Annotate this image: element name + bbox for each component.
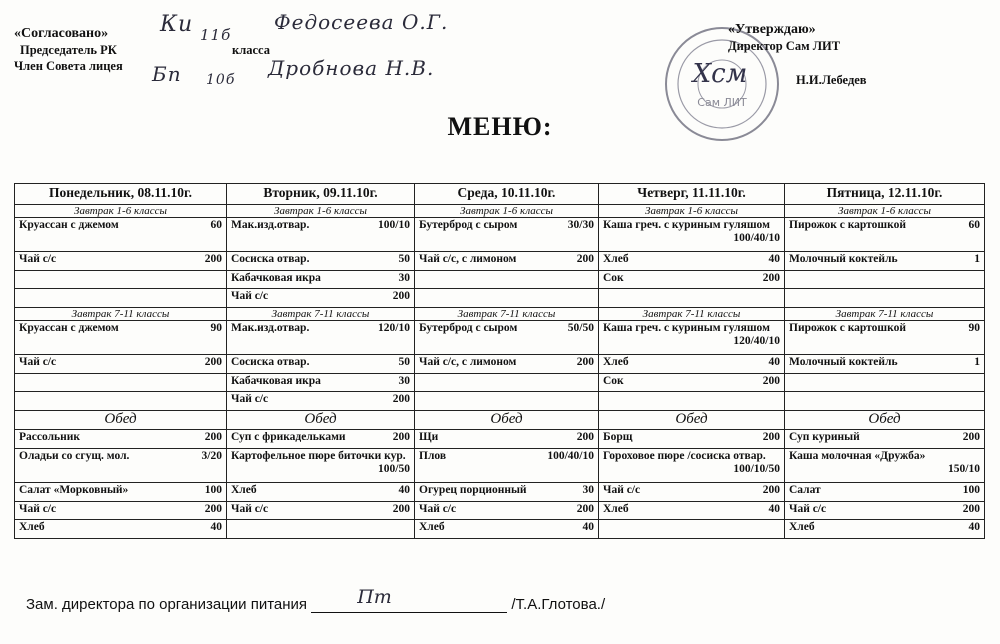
dish-name: Сок (603, 374, 624, 387)
dish-name: Чай с/с (231, 502, 269, 515)
dish-name: Чай с/с (19, 252, 57, 265)
dish-quantity: 200 (576, 356, 594, 368)
dish (789, 219, 980, 232)
dish (789, 484, 980, 497)
dish-name: Мак.изд.отвар. (231, 219, 310, 231)
dish-name: Хлеб (231, 483, 257, 496)
dish-name: Суп куриный (789, 431, 860, 444)
dish-name: Чай с/с (419, 502, 457, 515)
dish (419, 521, 594, 534)
section-header: Завтрак 7-11 классы (415, 308, 599, 321)
menu-cell (227, 321, 415, 355)
menu-row (15, 520, 985, 539)
menu-cell (415, 448, 599, 482)
director-name: Н.И.Лебедев (796, 73, 867, 87)
menu-cell (15, 373, 227, 392)
dish (789, 450, 980, 476)
menu-cell (227, 392, 415, 411)
dish-quantity: 3/20 (201, 449, 222, 462)
menu-row (15, 251, 985, 270)
menu-cell (785, 321, 985, 355)
dish (231, 393, 410, 406)
section-header: Обед (227, 411, 415, 430)
dish-quantity: 100/40/10 (733, 232, 780, 244)
menu-cell (15, 289, 227, 308)
menu-cell (227, 218, 415, 252)
section-header: Обед (785, 411, 985, 430)
menu-cell (15, 430, 227, 449)
dish (231, 431, 410, 444)
approve-label: «Утверждаю» (728, 22, 816, 37)
menu-row (15, 321, 985, 355)
menu-cell (415, 270, 599, 289)
menu-cell (785, 430, 985, 449)
dish (789, 322, 980, 335)
dish (231, 450, 410, 476)
menu-cell (599, 448, 785, 482)
dish-name: Чай с/с (231, 290, 269, 303)
menu-cell (227, 355, 415, 374)
day-header: Понедельник, 08.11.10г. (15, 184, 227, 205)
dish-quantity: 200 (392, 502, 410, 515)
dish-quantity: 200 (392, 290, 410, 303)
dish (603, 450, 780, 476)
section-header: Завтрак 1-6 классы (227, 205, 415, 218)
menu-cell (785, 270, 985, 289)
section-header: Завтрак 7-11 классы (785, 308, 985, 321)
menu-cell (227, 448, 415, 482)
menu-cell (785, 373, 985, 392)
dish-name: Хлеб (419, 521, 445, 534)
dish-name: Чай с/с, с лимоном (419, 252, 517, 265)
section-header-row (15, 411, 985, 430)
dish (789, 253, 980, 266)
footer-position: Зам. директора по организации питания (26, 596, 308, 613)
dish (231, 290, 410, 303)
dish-quantity: 100 (204, 483, 222, 496)
dish (419, 450, 594, 463)
menu-cell (15, 270, 227, 289)
section-header: Завтрак 7-11 классы (15, 308, 227, 321)
dish-quantity: 40 (768, 356, 780, 368)
menu-cell (415, 355, 599, 374)
dish (603, 219, 780, 245)
menu-cell (15, 218, 227, 252)
chairman-class: 11б (200, 26, 232, 44)
menu-cell (415, 520, 599, 539)
menu-cell (415, 482, 599, 501)
dish-quantity: 100/10/50 (733, 462, 780, 475)
section-header-row (15, 205, 985, 218)
menu-cell (785, 482, 985, 501)
dish-quantity: 1 (974, 252, 980, 265)
menu-cell (785, 289, 985, 308)
dish-quantity: 200 (576, 252, 594, 265)
dish-quantity: 50 (398, 356, 410, 368)
dish (231, 253, 410, 266)
dish-name: Хлеб (603, 502, 629, 515)
dish-quantity: 40 (768, 252, 780, 265)
section-header: Завтрак 1-6 классы (415, 205, 599, 218)
dish (19, 450, 222, 463)
dish (19, 521, 222, 534)
dish-quantity: 50/50 (567, 322, 594, 335)
menu-cell (785, 392, 985, 411)
section-header: Завтрак 1-6 классы (15, 205, 227, 218)
menu-cell (785, 520, 985, 539)
menu-cell (785, 218, 985, 252)
dish-quantity: 100 (962, 483, 980, 496)
menu-cell (599, 270, 785, 289)
footer-name: /Т.А.Глотова./ (511, 596, 606, 613)
menu-cell (599, 430, 785, 449)
dish-quantity: 200 (576, 431, 594, 444)
dish-name: Хлеб (789, 521, 815, 534)
dish (603, 484, 780, 497)
menu-row (15, 270, 985, 289)
menu-cell (599, 373, 785, 392)
dish-name: Хлеб (603, 356, 629, 368)
menu-cell (599, 355, 785, 374)
dish-quantity: 50 (398, 252, 410, 265)
dish-quantity: 40 (768, 502, 780, 515)
menu-cell (415, 218, 599, 252)
dish-quantity: 30 (398, 374, 410, 387)
menu-cell (785, 355, 985, 374)
section-header: Обед (599, 411, 785, 430)
signature-line (311, 586, 507, 613)
dish-name: Рассольник (19, 431, 80, 444)
dish-quantity: 40 (582, 521, 594, 534)
dish (19, 219, 222, 232)
member-class: 10б (206, 72, 236, 88)
dish-name: Салат «Морковный» (19, 483, 129, 496)
dish-quantity: 40 (968, 521, 980, 534)
dish-quantity: 60 (968, 219, 980, 231)
dish-quantity: 40 (210, 521, 222, 534)
dish-name: Кабачковая икра (231, 374, 321, 387)
dish-name: Чай с/с, с лимоном (419, 356, 517, 368)
dish-quantity: 40 (398, 483, 410, 496)
dish-quantity: 200 (962, 502, 980, 515)
dish (789, 503, 980, 516)
menu-row (15, 355, 985, 374)
dish-quantity: 100/50 (378, 462, 410, 475)
director-label: Директор Сам ЛИТ (728, 39, 841, 53)
menu-cell (15, 355, 227, 374)
dish (419, 503, 594, 516)
dish-name: Каша греч. с куриным гуляшом (603, 322, 770, 335)
stamp-signature: Хсм (692, 59, 748, 89)
menu-cell (15, 501, 227, 520)
dish-name: Сок (603, 271, 624, 284)
dish-name: Оладьи со сгущ. мол. (19, 449, 130, 462)
dish (419, 356, 594, 369)
menu-cell (599, 218, 785, 252)
dish-name: Молочный коктейль (789, 356, 898, 368)
dish-name: Бутерброд с сыром (419, 219, 518, 231)
dish-quantity: 200 (392, 393, 410, 406)
menu-cell (599, 289, 785, 308)
dish (603, 322, 780, 348)
dish-name: Чай с/с (603, 483, 641, 496)
member-name-handwritten: Дробнова Н.В. (268, 56, 435, 80)
dish-quantity: 200 (962, 431, 980, 444)
dish-name: Хлеб (603, 252, 629, 265)
section-header: Обед (15, 411, 227, 430)
day-header: Пятница, 12.11.10г. (785, 184, 985, 205)
page-title: МЕНЮ: (447, 112, 553, 141)
member-signature: Бп (152, 62, 182, 86)
dish (19, 356, 222, 369)
dish (231, 484, 410, 497)
dish (603, 375, 780, 388)
section-header: Обед (415, 411, 599, 430)
menu-row (15, 392, 985, 411)
footer-signature: Пт (357, 586, 392, 608)
menu-row (15, 482, 985, 501)
dish (603, 272, 780, 285)
dish (419, 431, 594, 444)
menu-cell (415, 373, 599, 392)
dish (19, 484, 222, 497)
menu-cell (415, 251, 599, 270)
dish (231, 219, 410, 232)
stamp-text: Сам ЛИТ (697, 96, 747, 109)
dish-name: Гороховое пюре /сосиска отвар. (603, 449, 766, 462)
dish (603, 356, 780, 369)
dish-quantity: 200 (762, 374, 780, 387)
dish-name: Чай с/с (789, 502, 827, 515)
menu-row (15, 218, 985, 252)
menu-cell (227, 270, 415, 289)
dish-name: Картофельное пюре биточки кур. (231, 449, 406, 462)
section-header-row (15, 308, 985, 321)
dish-name: Каша греч. с куриным гуляшом (603, 219, 770, 231)
dish-name: Пирожок с картошкой (789, 219, 906, 231)
dish-quantity: 30 (582, 483, 594, 496)
footer (26, 586, 606, 613)
dish (19, 253, 222, 266)
dish-quantity: 200 (576, 502, 594, 515)
dish-quantity: 90 (210, 322, 222, 335)
dish-name: Хлеб (19, 521, 45, 534)
menu-cell (415, 501, 599, 520)
dish-name: Бутерброд с сыром (419, 322, 518, 335)
dish-quantity: 200 (762, 431, 780, 444)
day-header: Четверг, 11.11.10г. (599, 184, 785, 205)
dish (419, 219, 594, 232)
dish-name: Круассан с джемом (19, 322, 119, 335)
menu-cell (785, 448, 985, 482)
dish-quantity: 120/40/10 (733, 335, 780, 348)
menu-cell (599, 251, 785, 270)
section-header: Завтрак 7-11 классы (599, 308, 785, 321)
dish-quantity: 150/10 (948, 462, 980, 475)
dish-quantity: 90 (968, 322, 980, 335)
dish-quantity: 60 (210, 219, 222, 231)
menu-cell (15, 251, 227, 270)
chairman-line (14, 42, 270, 58)
menu-cell (415, 430, 599, 449)
dish (231, 272, 410, 285)
dish-name: Кабачковая икра (231, 271, 321, 284)
menu-cell (15, 392, 227, 411)
dish (19, 322, 222, 335)
menu-cell (599, 392, 785, 411)
chairman-signature: Ки (160, 12, 194, 37)
menu-cell (785, 501, 985, 520)
chairman-label: Председатель РК (20, 43, 117, 57)
dish (231, 375, 410, 388)
dish (789, 356, 980, 369)
day-header: Вторник, 09.11.10г. (227, 184, 415, 205)
dish-name: Молочный коктейль (789, 252, 898, 265)
dish-quantity: 100/10 (378, 219, 410, 231)
dish-name: Борщ (603, 431, 633, 444)
dish (19, 431, 222, 444)
menu-table (14, 183, 985, 539)
dish-name: Каша молочная «Дружба» (789, 449, 926, 462)
dish-quantity: 1 (974, 356, 980, 368)
menu-cell (15, 520, 227, 539)
agreed-label: «Согласовано» (14, 26, 109, 41)
menu-cell (785, 251, 985, 270)
menu-cell (15, 448, 227, 482)
council-member-label: Член Совета лицея (14, 59, 123, 73)
menu-cell (599, 321, 785, 355)
dish-quantity: 200 (204, 431, 222, 444)
day-header: Среда, 10.11.10г. (415, 184, 599, 205)
dish-quantity: 30/30 (567, 219, 594, 231)
dish (603, 253, 780, 266)
section-header: Завтрак 7-11 классы (227, 308, 415, 321)
menu-cell (227, 251, 415, 270)
dish (231, 356, 410, 369)
dish (603, 503, 780, 516)
dish-name: Круассан с джемом (19, 219, 119, 231)
dish-name: Салат (789, 483, 821, 496)
dish-name: Суп с фрикадельками (231, 431, 346, 444)
menu-cell (599, 520, 785, 539)
menu-row (15, 289, 985, 308)
menu-cell (227, 520, 415, 539)
menu-cell (599, 501, 785, 520)
dish-name: Мак.изд.отвар. (231, 322, 310, 335)
menu-cell (227, 482, 415, 501)
dish (231, 503, 410, 516)
dish-quantity: 200 (204, 252, 222, 265)
dish-quantity: 200 (762, 271, 780, 284)
dish-name: Сосиска отвар. (231, 252, 310, 265)
menu-cell (415, 289, 599, 308)
section-header: Завтрак 1-6 классы (785, 205, 985, 218)
header-right (728, 22, 867, 87)
dish-name: Щи (419, 431, 439, 444)
dish-name: Пирожок с картошкой (789, 322, 906, 335)
dish (789, 521, 980, 534)
menu-cell (15, 321, 227, 355)
dish (419, 484, 594, 497)
dish-name: Плов (419, 449, 447, 462)
dish-quantity: 120/10 (378, 322, 410, 335)
section-header: Завтрак 1-6 классы (599, 205, 785, 218)
chairman-name-handwritten: Федосеева О.Г. (274, 10, 449, 34)
dish (419, 253, 594, 266)
dish-name: Сосиска отвар. (231, 356, 310, 368)
dish-name: Чай с/с (19, 356, 57, 368)
menu-cell (227, 373, 415, 392)
menu-row (15, 501, 985, 520)
dish-quantity: 200 (762, 483, 780, 496)
dish (419, 322, 594, 335)
dish-name: Огурец порционный (419, 483, 527, 496)
dish (231, 322, 410, 335)
menu-row (15, 373, 985, 392)
menu-cell (227, 430, 415, 449)
dish-quantity: 200 (392, 431, 410, 444)
menu-row (15, 448, 985, 482)
days-header-row (15, 184, 985, 205)
menu-cell (227, 289, 415, 308)
menu-cell (15, 482, 227, 501)
dish-name: Чай с/с (231, 393, 269, 406)
menu-body (15, 205, 985, 539)
dish-quantity: 100/40/10 (547, 449, 594, 462)
dish-quantity: 200 (204, 356, 222, 368)
class-word: класса (232, 43, 270, 57)
menu-row (15, 430, 985, 449)
menu-cell (415, 392, 599, 411)
dish-quantity: 200 (204, 502, 222, 515)
dish (19, 503, 222, 516)
dish (603, 431, 780, 444)
dish (789, 431, 980, 444)
menu-cell (227, 501, 415, 520)
dish-name: Чай с/с (19, 502, 57, 515)
dish-quantity: 30 (398, 271, 410, 284)
menu-cell (599, 482, 785, 501)
menu-cell (415, 321, 599, 355)
